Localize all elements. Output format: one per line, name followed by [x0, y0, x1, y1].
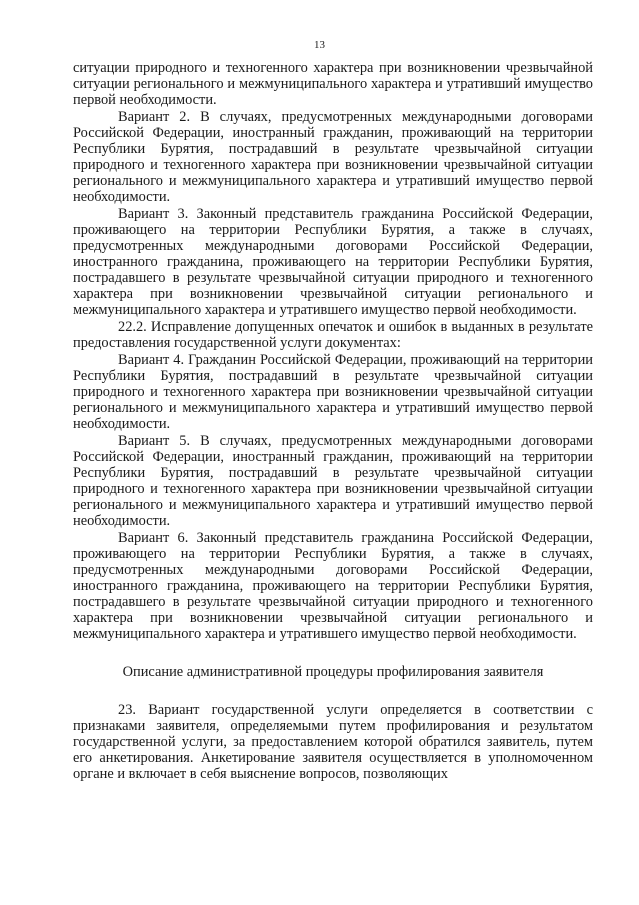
- paragraph-continued: ситуации природного и техногенного характера при возникновении чрезвычайной ситуации регионального и межмуниципального характера и утративший имущество первой необходимости.: [73, 60, 593, 108]
- paragraph-variant-2: Вариант 2. В случаях, предусмотренных международными договорами Российской Федерации, иностранный гражданин, проживающий на территории Республики Бурятия, пострадавший в результате чрезвычайной ситуации природного и техногенного характера при возникновении чрезвычайной ситуации регионального и межмуниципального характера и утративший имущество первой необходимости.: [73, 109, 593, 205]
- paragraph-variant-5: Вариант 5. В случаях, предусмотренных международными договорами Российской Федерации, иностранный гражданин, проживающий на территории Республики Бурятия, пострадавший в результате чрезвычайной ситуации природного и техногенного характера при возникновении чрезвычайной ситуации регионального и межмуниципального характера и утративший имущество первой необходимости.: [73, 433, 593, 529]
- paragraph-variant-4: Вариант 4. Гражданин Российской Федерации, проживающий на территории Республики Бурятия, пострадавший в результате чрезвычайной ситуации природного и техногенного характера при возникновении чрезвычайной ситуации регионального и межмуниципального характера и утративший имущество первой необходимости.: [73, 352, 593, 432]
- paragraph-23: 23. Вариант государственной услуги определяется в соответствии с признаками заявителя, определяемыми путем профилирования и результатом государственной услуги, за предоставлением которой обратился заявитель, путем его анкетирования. Анкетирование заявителя осуществляется в уполномоченном органе и включает в себя выяснение вопросов, позволяющих: [73, 702, 593, 782]
- section-heading: Описание административной процедуры профилирования заявителя: [122, 664, 544, 680]
- document-body: [73, 60, 593, 783]
- paragraph-variant-6: Вариант 6. Законный представитель гражданина Российской Федерации, проживающего на территории Республики Бурятия, а также в случаях, предусмотренных международными договорами Российской Федерации, иностранного гражданина, проживающего на территории Республики Бурятия, пострадавшего в результате чрезвычайной ситуации природного и техногенного характера при возникновении чрезвычайной ситуации регионального и межмуниципального характера и утратившего имущество первой необходимости.: [73, 530, 593, 642]
- paragraph-22-2: 22.2. Исправление допущенных опечаток и ошибок в выданных в результате предоставления государственной услуги документах:: [73, 319, 593, 351]
- paragraph-variant-3: Вариант 3. Законный представитель гражданина Российской Федерации, проживающего на территории Республики Бурятия, а также в случаях, предусмотренных международными договорами Российской Федерации, иностранного гражданина, проживающего на территории Республики Бурятия, пострадавшего в результате чрезвычайной ситуации природного и техногенного характера при возникновении чрезвычайной ситуации регионального и межмуниципального характера и утратившего имущество первой необходимости.: [73, 206, 593, 318]
- page-number: 13: [314, 39, 325, 51]
